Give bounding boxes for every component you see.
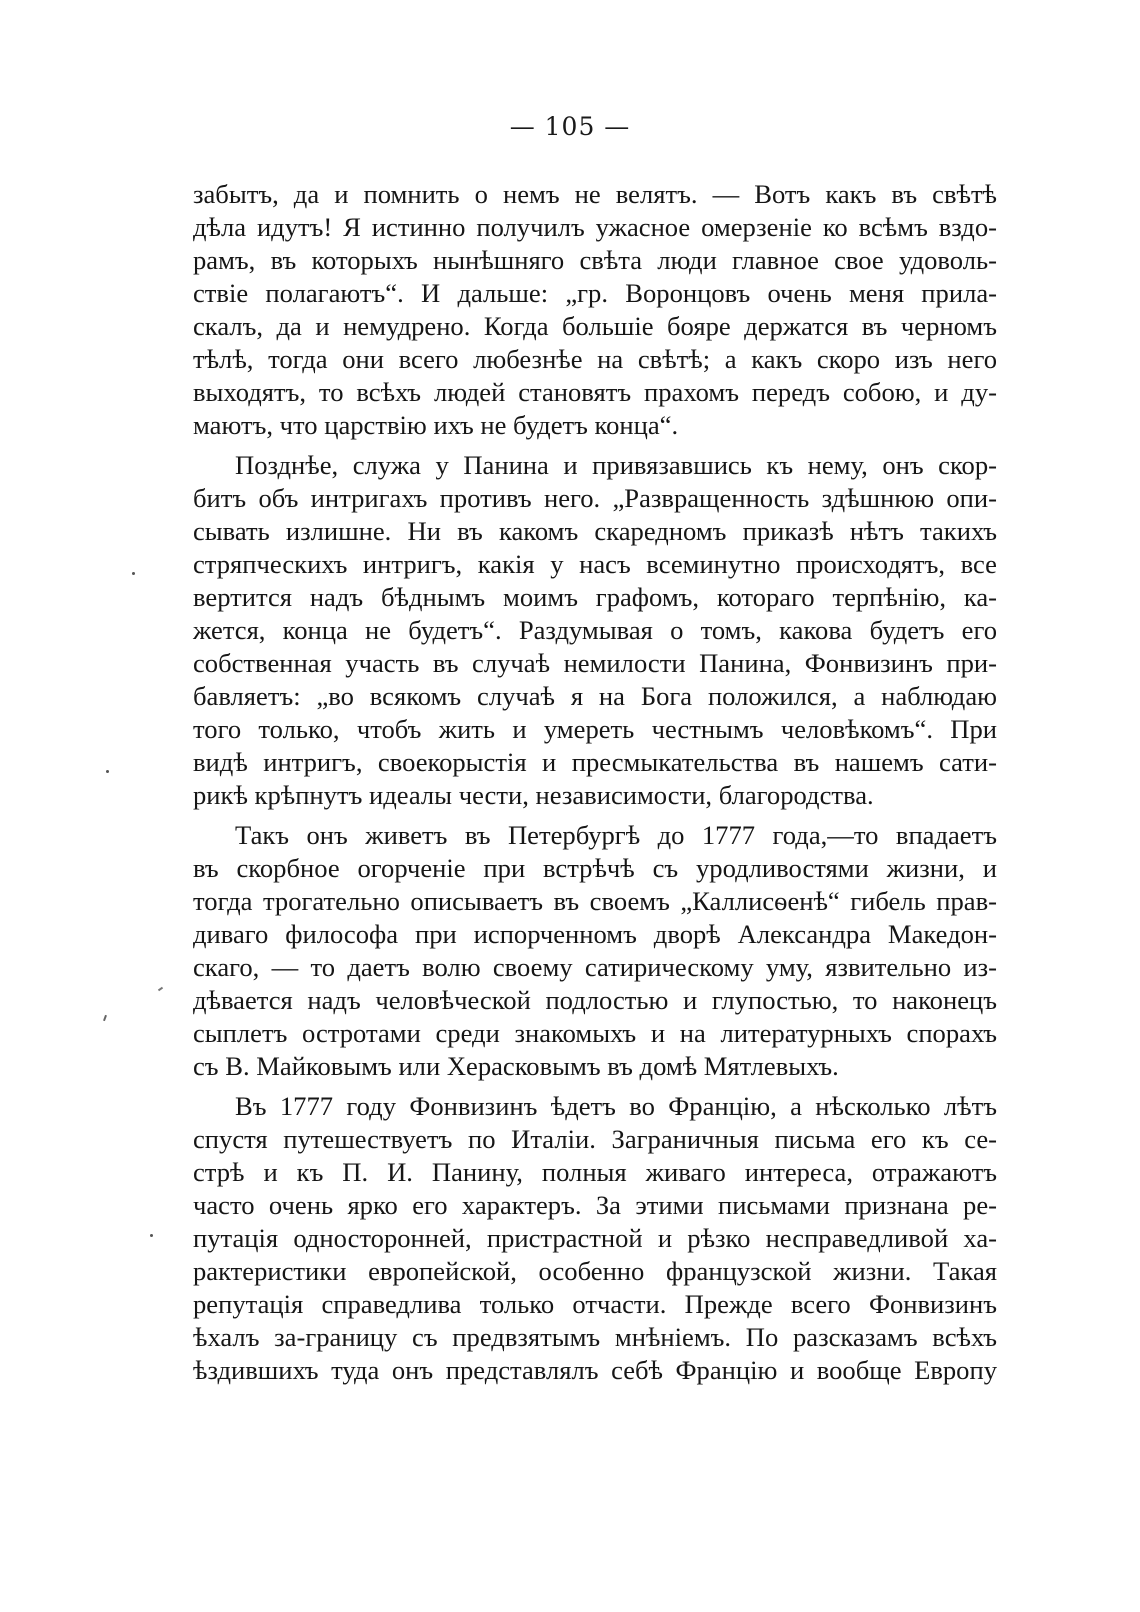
text-line: ѣхалъ за-границу съ предвзятымъ мнѣніемъ. По разсказамъ всѣхъ — [193, 1322, 997, 1352]
text-line: Въ 1777 году Фонвизинъ ѣдетъ во Францію, а нѣсколько лѣтъ — [235, 1091, 997, 1121]
text-line: забытъ, да и помнить о немъ не велятъ. — Вотъ какъ въ свѣтѣ — [193, 179, 997, 209]
text-line: рамъ, въ которыхъ нынѣшняго свѣта люди главное свое удоволь- — [193, 245, 997, 275]
text-line: рикѣ крѣпнутъ идеалы чести, независимости, благородства. — [193, 780, 874, 810]
text-line: спустя путешествуетъ по Италіи. Заграничныя письма его къ се- — [193, 1124, 997, 1154]
text-line: битъ объ интригахъ противъ него. „Развращенность здѣшнюю опи- — [193, 483, 997, 513]
text-line: рактеристики европейской, особенно французской жизни. Такая — [193, 1256, 997, 1286]
text-line: путація односторонней, пристрастной и рѣзко несправедливой ха- — [193, 1223, 997, 1253]
text-line: жется, конца не будетъ“. Раздумывая о томъ, какова будетъ его — [193, 615, 997, 645]
text-line: стрѣ и къ П. И. Панину, полныя живаго интереса, отражаютъ — [193, 1157, 997, 1187]
page-number: — 105 — — [509, 112, 631, 141]
text-line: сывать излишне. Ни въ какомъ скаредномъ приказѣ нѣтъ такихъ — [193, 516, 997, 546]
paragraph-gap — [193, 1083, 997, 1090]
text-line: бавляетъ: „во всякомъ случаѣ я на Бога положился, а наблюдаю — [193, 681, 997, 711]
text-line: тѣлѣ, тогда они всего любезнѣе на свѣтѣ; а какъ скоро изъ него — [193, 344, 997, 374]
text-line: диваго философа при испорченномъ дворѣ Александра Македон- — [193, 919, 997, 949]
text-line: сыплетъ остротами среди знакомыхъ и на литературныхъ спорахъ — [193, 1018, 997, 1048]
text-line: скаго, — то даетъ волю своему сатирическому уму, язвительно из- — [193, 952, 997, 982]
text-line: маютъ, что царствію ихъ не будетъ конца“. — [193, 410, 679, 440]
text-line: съ В. Майковымъ или Херасковымъ въ домѣ Мятлевыхъ. — [193, 1051, 839, 1081]
scan-speck — [150, 1234, 153, 1237]
text-line: ствіе полагаютъ“. И дальше: „гр. Воронцовъ очень меня прила- — [193, 278, 997, 308]
paragraph — [193, 178, 997, 442]
paragraph — [193, 449, 997, 812]
paragraph-gap — [193, 812, 997, 819]
text-line: Такъ онъ живетъ въ Петербургѣ до 1777 года,—то впадаетъ — [235, 820, 997, 850]
text-line: стряпческихъ интригъ, какія у насъ всеминутно происходятъ, все — [193, 549, 997, 579]
text-line: того только, чтобъ жить и умереть честнымъ человѣкомъ“. При — [193, 714, 997, 744]
text-line: вертится надъ бѣднымъ моимъ графомъ, котораго терпѣнію, ка- — [193, 582, 997, 612]
text-line: тогда трогательно описываетъ въ своемъ „Каллисѳенѣ“ гибель прав- — [193, 886, 997, 916]
scan-speck — [132, 572, 135, 575]
text-line: собственная участь въ случаѣ немилости Панина, Фонвизинъ при- — [193, 648, 997, 678]
scan-speck — [106, 770, 109, 773]
scan-speck — [158, 987, 163, 992]
text-line: скалъ, да и немудрено. Когда большіе бояре держатся въ черномъ — [193, 311, 997, 341]
scan-speck — [103, 1015, 107, 1021]
text-line: выходятъ, то всѣхъ людей становятъ прахомъ передъ собою, и ду- — [193, 377, 997, 407]
text-line: дѣла идутъ! Я истинно получилъ ужасное омерзеніе ко всѣмъ вздо- — [193, 212, 997, 242]
paragraph-gap — [193, 442, 997, 449]
body-text — [193, 178, 997, 1387]
text-line: ѣздившихъ туда онъ представлялъ себѣ Францію и вообще Европу — [193, 1355, 997, 1385]
text-line: часто очень ярко его характеръ. За этими письмами признана ре- — [193, 1190, 997, 1220]
text-line: видѣ интригъ, своекорыстія и пресмыкательства въ нашемъ сати- — [193, 747, 997, 777]
text-line: въ скорбное огорченіе при встрѣчѣ съ уродливостями жизни, и — [193, 853, 997, 883]
paragraph — [193, 819, 997, 1083]
text-line: репутація справедлива только отчасти. Прежде всего Фонвизинъ — [193, 1289, 997, 1319]
paragraph — [193, 1090, 997, 1387]
text-line: Позднѣе, служа у Панина и привязавшись къ нему, онъ скор- — [235, 450, 997, 480]
text-line: дѣвается надъ человѣческой подлостью и глупостью, то наконецъ — [193, 985, 997, 1015]
